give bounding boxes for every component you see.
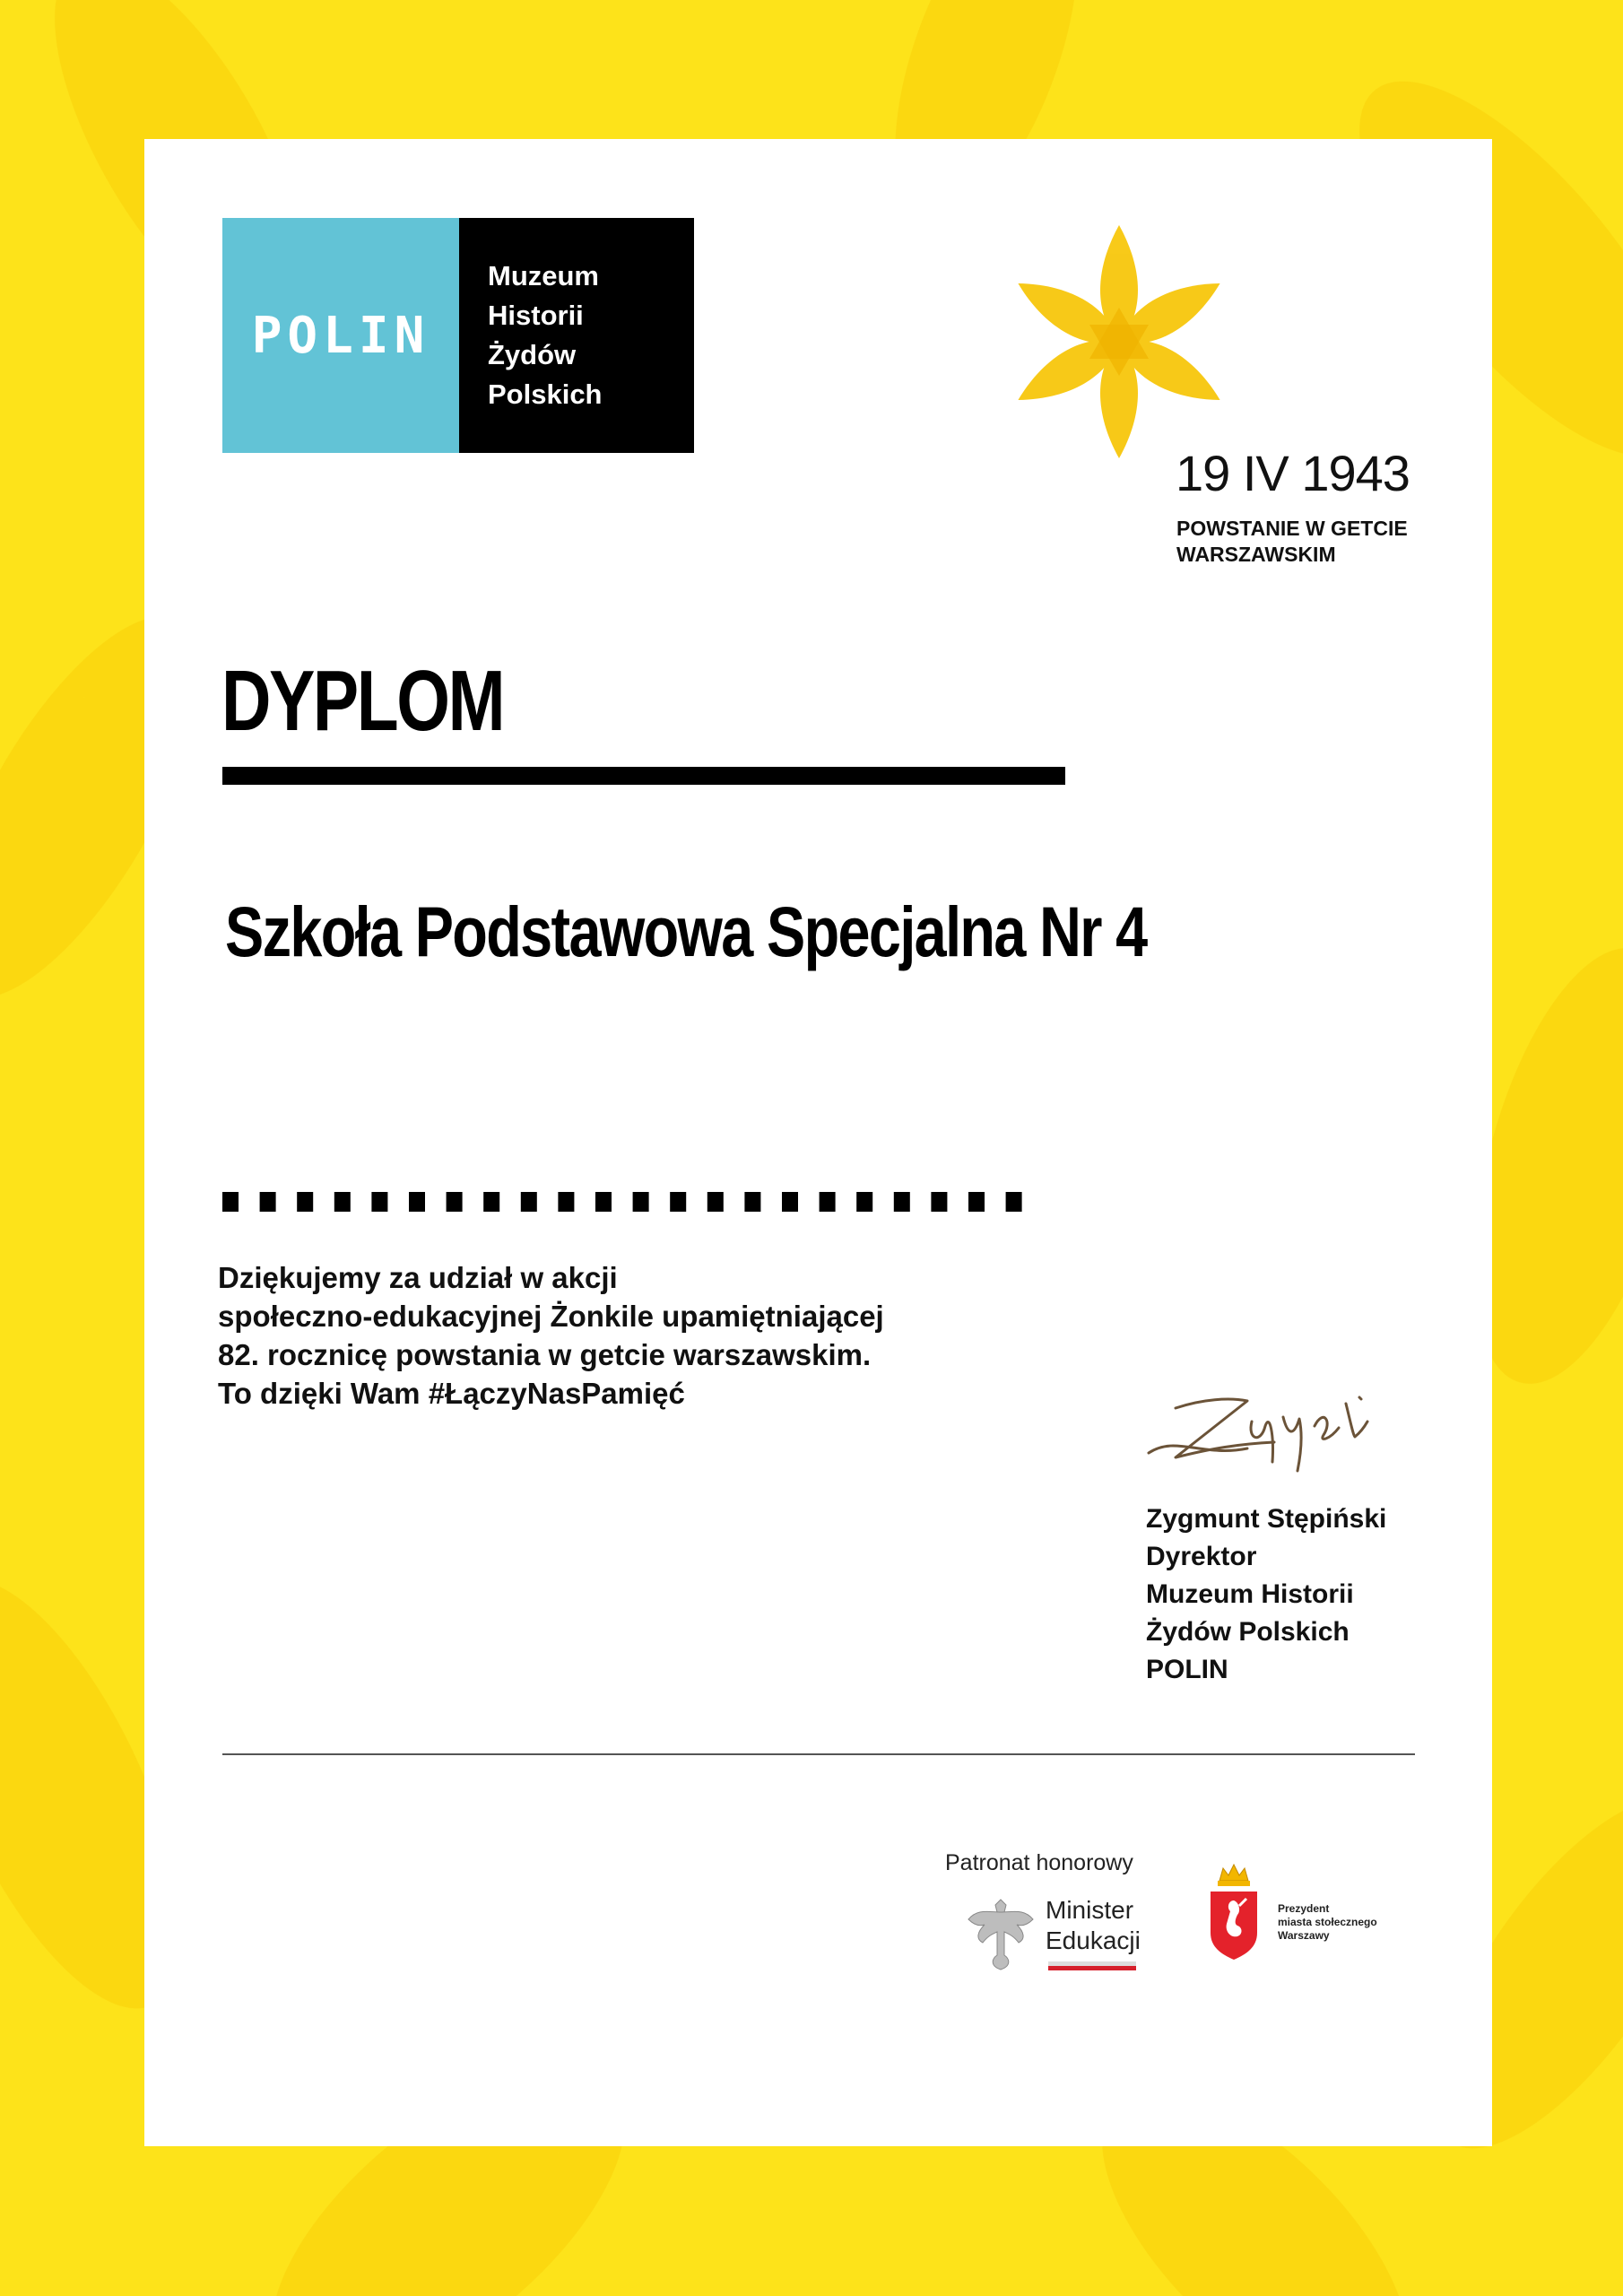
signature-icon <box>1140 1372 1391 1480</box>
recipient-name: Szkoła Podstawowa Specjalna Nr 4 <box>225 891 1147 971</box>
divider-square <box>707 1192 724 1212</box>
logo-name-line: Muzeum <box>488 260 599 291</box>
president-line: Warszawy <box>1278 1929 1330 1942</box>
signer-block <box>1146 1500 1386 1689</box>
minister-line: Minister <box>1046 1896 1134 1924</box>
divider-square <box>558 1192 574 1212</box>
polin-logo-brand: POLIN <box>251 306 430 365</box>
signer-org-line: Muzeum Historii <box>1146 1579 1354 1609</box>
message-line: społeczno-edukacyjnej Żonkile upamiętniającej <box>218 1300 884 1333</box>
divider-square <box>931 1192 947 1212</box>
divider-square <box>260 1192 276 1212</box>
president-line: miasta stołecznego <box>1278 1916 1377 1928</box>
minister-line: Edukacji <box>1046 1926 1141 1954</box>
title-underline <box>222 767 1065 785</box>
signer-name: Zygmunt Stępiński <box>1146 1504 1387 1534</box>
divider-square <box>483 1192 499 1212</box>
divider-square <box>744 1192 760 1212</box>
minister-label <box>1046 1895 1141 1956</box>
polin-logo-name <box>459 218 694 453</box>
polin-logo-mark <box>222 218 459 453</box>
polish-flag-stripe <box>1048 1961 1136 1970</box>
divider-square <box>521 1192 537 1212</box>
warsaw-crest-icon <box>1207 1861 1261 1961</box>
message-line: Dziękujemy za udział w akcji <box>218 1261 618 1294</box>
logo-name-line: Polskich <box>488 378 603 410</box>
dotted-divider <box>222 1192 1038 1212</box>
divider-square <box>820 1192 836 1212</box>
polish-eagle-icon <box>965 1892 1037 1973</box>
divider-square <box>371 1192 387 1212</box>
daffodil-icon <box>1007 218 1231 471</box>
signer-org-line: Żydów Polskich <box>1146 1617 1350 1647</box>
divider-square <box>222 1192 239 1212</box>
event-name-line: POWSTANIE W GETCIE <box>1176 517 1408 540</box>
thank-you-message <box>218 1258 1025 1413</box>
divider-square <box>447 1192 463 1212</box>
polin-logo <box>222 218 694 453</box>
divider-square <box>856 1192 872 1212</box>
event-date: 19 IV 1943 <box>1176 445 1410 501</box>
logo-name-line: Historii <box>488 300 584 331</box>
divider-square <box>782 1192 798 1212</box>
message-line: To dzięki Wam #ŁączyNasPamięć <box>218 1377 685 1410</box>
president-label <box>1278 1902 1377 1943</box>
divider-square <box>297 1192 313 1212</box>
diploma-sheet <box>144 139 1492 2146</box>
footer-divider <box>222 1753 1415 1755</box>
message-line: 82. rocznicę powstania w getcie warszawskim. <box>218 1338 872 1371</box>
event-name <box>1176 516 1445 568</box>
signer-role: Dyrektor <box>1146 1542 1257 1571</box>
patronage-label: Patronat honorowy <box>945 1850 1133 1875</box>
divider-square <box>894 1192 910 1212</box>
divider-square <box>968 1192 985 1212</box>
president-line: Prezydent <box>1278 1902 1330 1915</box>
divider-square <box>1006 1192 1022 1212</box>
logo-name-line: Żydów <box>488 339 577 370</box>
divider-square <box>670 1192 686 1212</box>
divider-square <box>595 1192 612 1212</box>
divider-square <box>409 1192 425 1212</box>
diploma-title: DYPLOM <box>221 653 504 749</box>
divider-square <box>334 1192 351 1212</box>
event-name-line: WARSZAWSKIM <box>1176 543 1336 566</box>
signer-org-line: POLIN <box>1146 1655 1228 1684</box>
divider-square <box>633 1192 649 1212</box>
